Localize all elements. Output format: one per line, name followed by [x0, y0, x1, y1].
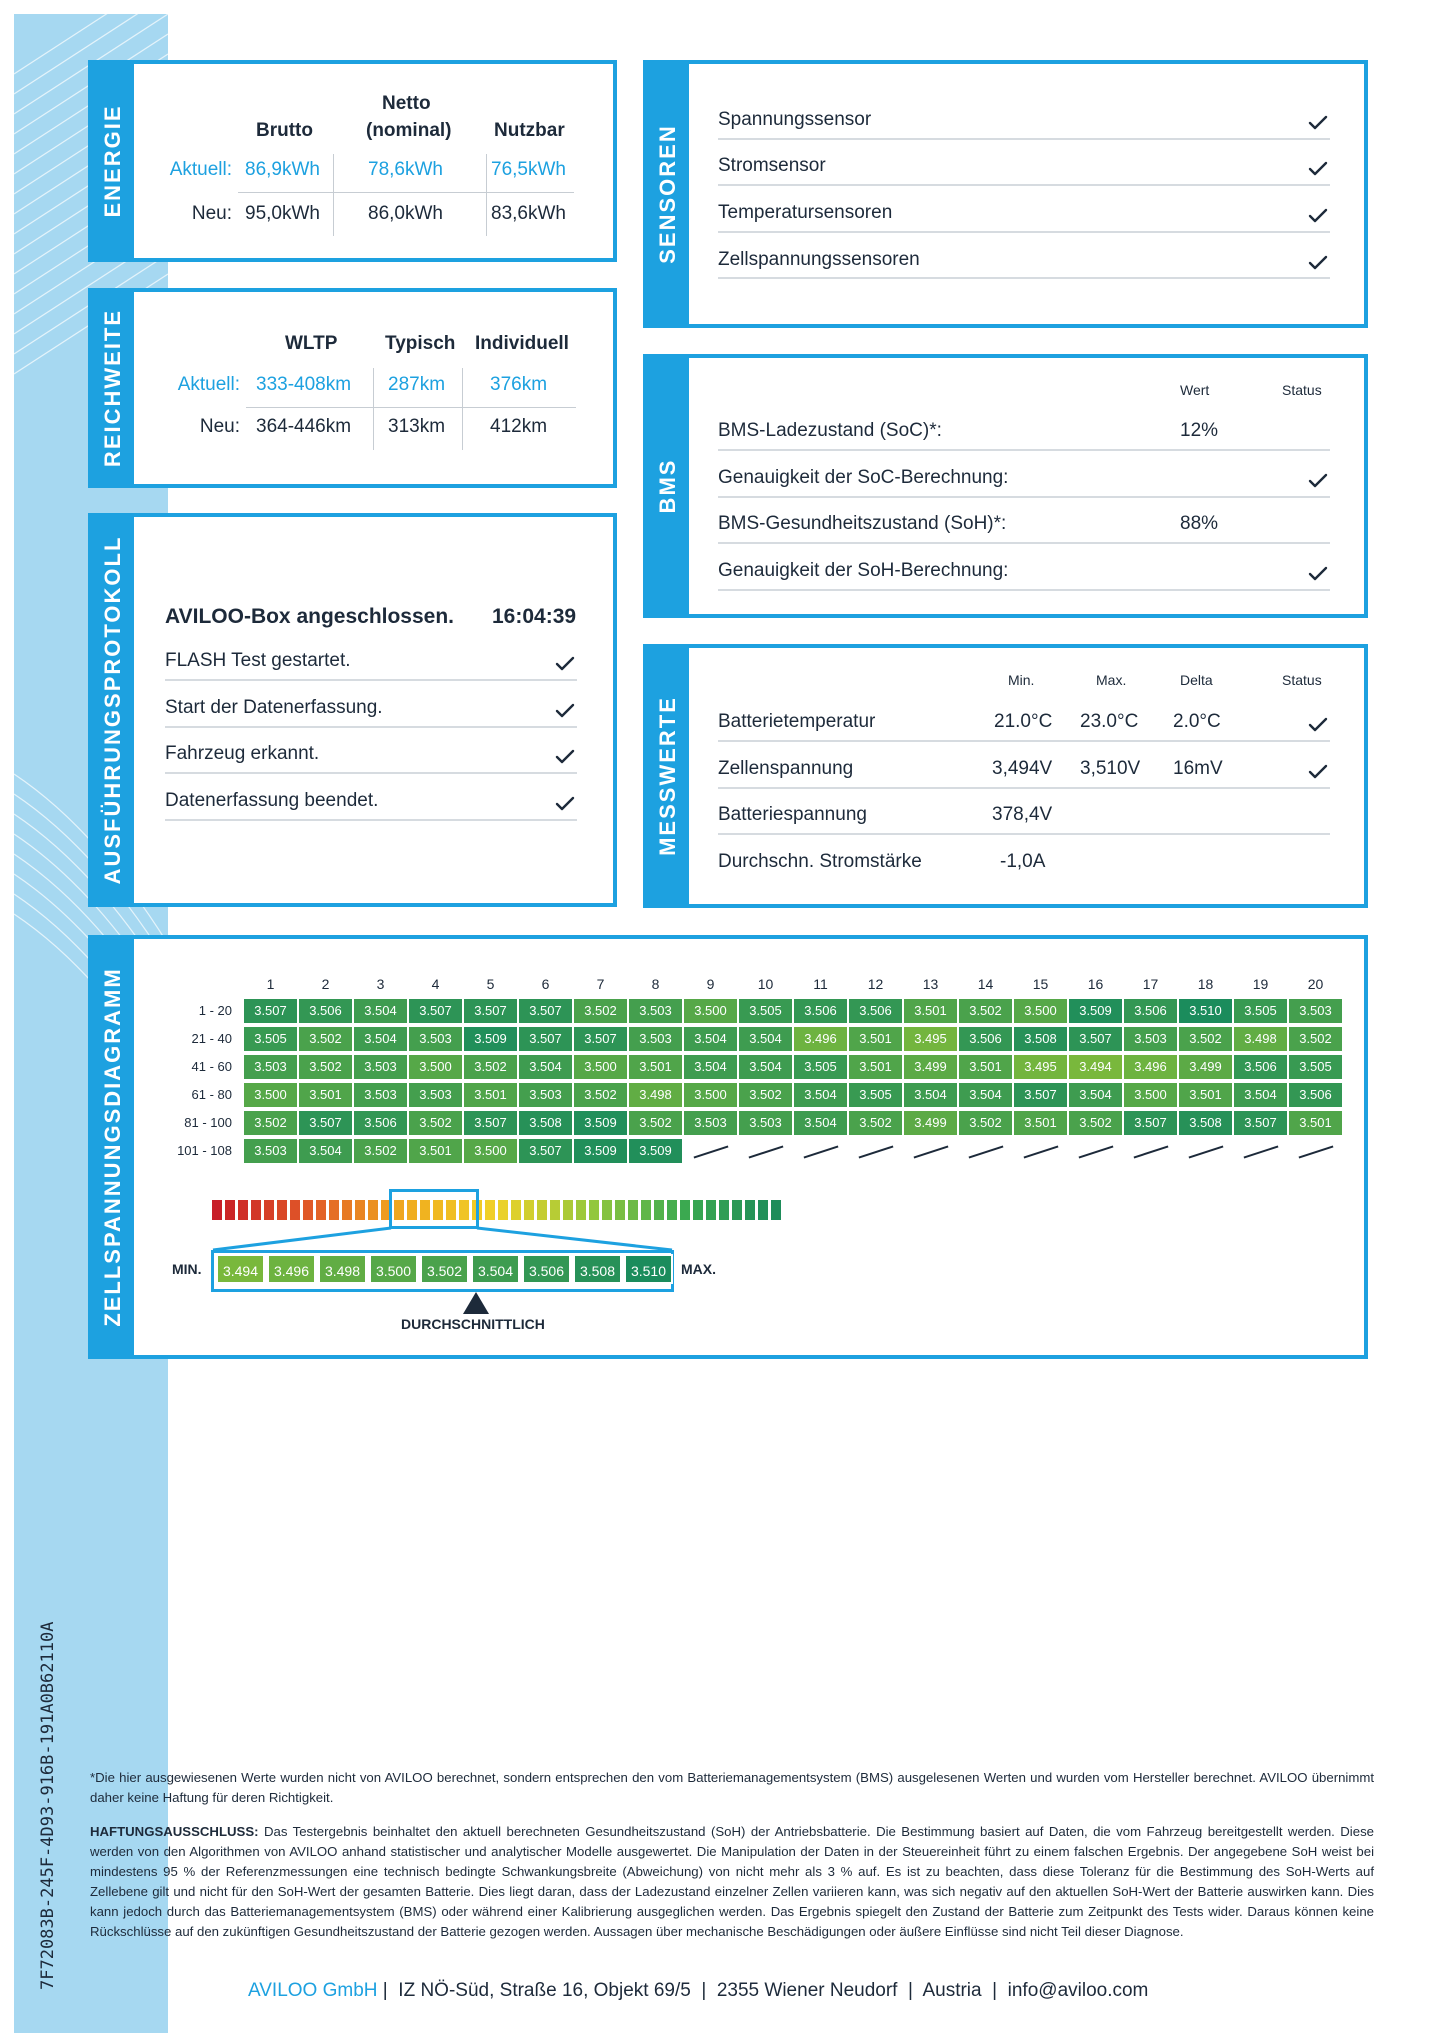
report-id: 7F72083B-245F-4D93-916B-191A0B62110A — [38, 1621, 58, 1990]
sensors-panel — [643, 60, 1368, 328]
cell-voltage: 3.509 — [629, 1139, 682, 1163]
energy-cell: 76,5kWh — [491, 159, 566, 180]
check-icon — [1308, 255, 1328, 271]
measure-header-max: Max. — [1096, 672, 1127, 688]
bms-label: Genauigkeit der SoH-Berechnung: — [718, 560, 1009, 581]
color-scale-segment — [771, 1200, 781, 1220]
scale-value: 3.496 — [267, 1254, 316, 1284]
cell-voltage: 3.504 — [354, 999, 407, 1023]
range-row-label: Neu: — [199, 416, 240, 437]
measure-header-delta: Delta — [1180, 672, 1213, 688]
average-label: DURCHSCHNITTLICH — [401, 1316, 545, 1332]
range-header-wltp: WLTP — [285, 333, 338, 354]
cell-column-number: 7 — [596, 976, 605, 992]
cell-voltage: 3.503 — [409, 1083, 462, 1107]
cell-voltage: 3.502 — [299, 1027, 352, 1051]
cell-voltage: 3.498 — [1234, 1027, 1287, 1051]
scale-value: 3.500 — [369, 1254, 418, 1284]
bms-value: 88% — [1180, 513, 1219, 534]
cell-column-number: 9 — [706, 976, 715, 992]
cell-voltage: 3.502 — [464, 1055, 517, 1079]
cell-voltage: 3.503 — [244, 1139, 297, 1163]
cell-voltage: 3.500 — [574, 1055, 627, 1079]
color-scale-segment — [342, 1200, 352, 1220]
sensors-tab — [647, 64, 689, 324]
cell-column-number: 6 — [541, 976, 550, 992]
cell-column-number: 4 — [431, 976, 440, 992]
bms-header-status: Status — [1282, 382, 1322, 398]
cell-voltage: 3.499 — [904, 1055, 957, 1079]
cell-voltage: 3.501 — [464, 1083, 517, 1107]
cell-voltage: 3.502 — [1069, 1111, 1122, 1135]
check-icon — [1308, 717, 1328, 733]
cell-column-number: 18 — [1197, 976, 1214, 992]
cell-voltage: 3.507 — [574, 1027, 627, 1051]
cell-voltage: 3.501 — [629, 1055, 682, 1079]
cell-row-label: 61 - 80 — [191, 1087, 232, 1102]
cell-voltage: 3.504 — [904, 1083, 957, 1107]
cell-voltage: 3.504 — [739, 1055, 792, 1079]
cell-voltage: 3.507 — [1014, 1083, 1067, 1107]
check-icon — [555, 796, 575, 812]
cell-voltage: 3.509 — [574, 1139, 627, 1163]
measure-label: Batterietemperatur — [718, 711, 876, 732]
scale-min-label: MIN. — [172, 1261, 202, 1277]
cell-voltage: 3.502 — [409, 1111, 462, 1135]
color-scale-segment — [706, 1200, 716, 1220]
cell-voltage: 3.509 — [574, 1111, 627, 1135]
color-scale-segment — [329, 1200, 339, 1220]
check-icon — [1308, 473, 1328, 489]
energy-row-label: Neu: — [191, 203, 232, 224]
cell-voltage: 3.508 — [1179, 1111, 1232, 1135]
cell-voltage: 3.498 — [629, 1083, 682, 1107]
cell-voltage: 3.506 — [1289, 1083, 1342, 1107]
color-scale-segment — [277, 1200, 287, 1220]
cell-voltage: 3.500 — [244, 1083, 297, 1107]
color-scale-segment — [368, 1200, 378, 1220]
measure-label: Durchschn. Stromstärke — [718, 851, 922, 872]
range-tab-label: REICHWEITE — [100, 308, 125, 468]
cell-voltage: 3.505 — [244, 1027, 297, 1051]
cell-voltage: 3.504 — [794, 1083, 847, 1107]
cell-column-number: 11 — [813, 976, 828, 992]
cell-voltage: 3.502 — [1179, 1027, 1232, 1051]
cell-voltage: 3.502 — [244, 1111, 297, 1135]
energy-tab-label: ENERGIE — [100, 104, 125, 218]
cell-voltage: 3.503 — [739, 1111, 792, 1135]
protocol-item: Datenerfassung beendet. — [165, 790, 379, 811]
check-icon — [1308, 115, 1328, 131]
protocol-title: AVILOO-Box angeschlossen. — [165, 605, 455, 628]
range-tab — [92, 292, 134, 484]
sensor-item: Zellspannungssensoren — [718, 249, 920, 270]
cell-voltage: 3.508 — [1014, 1027, 1067, 1051]
cell-voltage: 3.502 — [629, 1111, 682, 1135]
cell-voltage: 3.505 — [1289, 1055, 1342, 1079]
cell-voltage: 3.502 — [354, 1139, 407, 1163]
cell-voltage: 3.502 — [299, 1055, 352, 1079]
cell-voltage: 3.495 — [904, 1027, 957, 1051]
range-cell: 376km — [490, 374, 548, 395]
measure-tab-label: MESSWERTE — [655, 696, 680, 856]
energy-cell: 86,9kWh — [245, 159, 320, 180]
cells-tab-label: ZELLSPANNUNGSDIAGRAMM — [100, 967, 125, 1327]
scale-value: 3.506 — [522, 1254, 571, 1284]
cell-voltage: 3.504 — [684, 1027, 737, 1051]
check-icon — [1308, 161, 1328, 177]
measure-min: -1,0A — [1000, 851, 1046, 872]
scale-value: 3.494 — [216, 1254, 265, 1284]
cell-voltage: 3.507 — [464, 999, 517, 1023]
color-scale-segment — [628, 1200, 638, 1220]
measure-min: 378,4V — [992, 804, 1053, 825]
cell-voltage: 3.501 — [299, 1083, 352, 1107]
color-scale-segment — [667, 1200, 677, 1220]
cell-column-number: 5 — [486, 976, 495, 992]
cell-row-label: 101 - 108 — [177, 1143, 232, 1158]
cell-column-number: 12 — [867, 976, 884, 992]
color-scale-segment — [316, 1200, 326, 1220]
measure-delta: 16mV — [1173, 758, 1223, 779]
cell-voltage: 3.499 — [904, 1111, 957, 1135]
bms-tab — [647, 358, 689, 614]
disclaimer — [90, 1822, 1374, 1942]
average-marker-icon — [463, 1292, 489, 1314]
color-scale-segment — [732, 1200, 742, 1220]
energy-header-netto: Netto — [382, 93, 431, 114]
color-scale-segment — [303, 1200, 313, 1220]
cell-voltage: 3.507 — [244, 999, 297, 1023]
color-scale-segment — [615, 1200, 625, 1220]
check-icon — [1308, 208, 1328, 224]
cell-column-number: 1 — [266, 976, 275, 992]
cell-voltage: 3.503 — [629, 999, 682, 1023]
check-icon — [1308, 764, 1328, 780]
cell-voltage: 3.504 — [299, 1139, 352, 1163]
range-cell: 412km — [490, 416, 548, 437]
cell-column-number: 19 — [1252, 976, 1269, 992]
protocol-item: Start der Datenerfassung. — [165, 697, 383, 718]
cell-voltage: 3.505 — [849, 1083, 902, 1107]
scale-value: 3.510 — [624, 1254, 673, 1284]
check-icon — [1308, 566, 1328, 582]
bms-header-wert: Wert — [1180, 382, 1210, 398]
footnote: *Die hier ausgewiesenen Werte wurden nicht von AVILOO berechnet, sondern entsprechen den vom Batteriemanagementsystem (BMS) ausgelesenen Werten und wurden vom Hersteller berechnet. AVILOO übernimmt daher keine Haftung für deren Richtigkeit. — [90, 1770, 1374, 1805]
cell-voltage: 3.506 — [849, 999, 902, 1023]
color-scale-segment — [758, 1200, 768, 1220]
range-cell: 313km — [388, 416, 446, 437]
cell-voltage: 3.502 — [959, 1111, 1012, 1135]
cell-voltage: 3.507 — [409, 999, 462, 1023]
protocol-item: FLASH Test gestartet. — [165, 650, 351, 671]
cell-column-number: 20 — [1307, 976, 1324, 992]
cell-voltage: 3.507 — [519, 1027, 572, 1051]
sensors-tab-label: SENSOREN — [655, 124, 680, 264]
bms-value: 12% — [1180, 420, 1219, 441]
cell-voltage: 3.501 — [849, 1027, 902, 1051]
color-scale-segment — [719, 1200, 729, 1220]
cell-voltage: 3.507 — [1124, 1111, 1177, 1135]
cell-voltage: 3.501 — [1289, 1111, 1342, 1135]
measure-label: Zellenspannung — [718, 758, 854, 779]
energy-cell: 95,0kWh — [245, 203, 320, 224]
sensor-item: Stromsensor — [718, 155, 826, 176]
cell-voltage: 3.504 — [684, 1055, 737, 1079]
company-address: | IZ NÖ-Süd, Straße 16, Objekt 69/5 | 2355 Wiener Neudorf | Austria | info@aviloo.com — [382, 1980, 1149, 2001]
cell-row-label: 1 - 20 — [198, 1003, 232, 1018]
cell-voltage: 3.502 — [849, 1111, 902, 1135]
color-scale-segment — [238, 1200, 248, 1220]
cell-column-number: 15 — [1032, 976, 1049, 992]
cell-voltage: 3.503 — [354, 1083, 407, 1107]
cell-voltage: 3.501 — [849, 1055, 902, 1079]
cell-voltage: 3.502 — [574, 1083, 627, 1107]
cell-voltage: 3.502 — [574, 999, 627, 1023]
cell-voltage: 3.507 — [1234, 1111, 1287, 1135]
cell-voltage: 3.500 — [1014, 999, 1067, 1023]
energy-cell: 86,0kWh — [368, 203, 443, 224]
color-scale-segment — [537, 1200, 547, 1220]
cell-voltage: 3.503 — [629, 1027, 682, 1051]
color-scale-segment — [355, 1200, 365, 1220]
cell-voltage: 3.503 — [1124, 1027, 1177, 1051]
cell-column-number: 16 — [1087, 976, 1104, 992]
color-scale-segment — [524, 1200, 534, 1220]
color-scale-segment — [251, 1200, 261, 1220]
cell-voltage: 3.494 — [1069, 1055, 1122, 1079]
cell-voltage: 3.503 — [684, 1111, 737, 1135]
sensor-item: Spannungssensor — [718, 109, 872, 130]
cell-voltage: 3.506 — [959, 1027, 1012, 1051]
color-scale-segment — [589, 1200, 599, 1220]
cell-voltage: 3.506 — [1234, 1055, 1287, 1079]
cell-voltage: 3.499 — [1179, 1055, 1232, 1079]
cell-voltage: 3.503 — [409, 1027, 462, 1051]
cell-column-number: 14 — [977, 976, 994, 992]
cell-voltage: 3.507 — [464, 1111, 517, 1135]
color-scale-segment — [550, 1200, 560, 1220]
energy-header-netto-nominal: (nominal) — [366, 120, 452, 141]
measure-tab — [647, 648, 689, 904]
color-scale-segment — [602, 1200, 612, 1220]
cell-row-label: 21 - 40 — [191, 1031, 232, 1046]
cell-voltage: 3.508 — [519, 1111, 572, 1135]
cell-voltage: 3.496 — [794, 1027, 847, 1051]
cell-voltage: 3.507 — [299, 1111, 352, 1135]
range-header-individuell: Individuell — [475, 333, 569, 354]
protocol-time: 16:04:39 — [492, 605, 577, 628]
cell-voltage: 3.504 — [959, 1083, 1012, 1107]
range-cell: 364-446km — [256, 416, 352, 437]
range-cell: 333-408km — [256, 374, 352, 395]
cell-voltage: 3.504 — [519, 1055, 572, 1079]
cell-row-label: 41 - 60 — [191, 1059, 232, 1074]
color-scale-segment — [745, 1200, 755, 1220]
cell-voltage: 3.506 — [794, 999, 847, 1023]
scale-value: 3.504 — [471, 1254, 520, 1284]
cell-column-number: 2 — [321, 976, 330, 992]
cells-tab — [92, 939, 134, 1355]
cell-column-number: 10 — [757, 976, 774, 992]
measure-max: 23.0°C — [1080, 711, 1139, 732]
cell-voltage: 3.500 — [684, 999, 737, 1023]
cell-voltage: 3.506 — [354, 1111, 407, 1135]
range-cell: 287km — [388, 374, 446, 395]
range-header-typisch: Typisch — [385, 333, 456, 354]
color-scale-segment — [576, 1200, 586, 1220]
range-row-label: Aktuell: — [177, 374, 240, 395]
cell-voltage: 3.496 — [1124, 1055, 1177, 1079]
check-icon — [555, 703, 575, 719]
protocol-item: Fahrzeug erkannt. — [165, 743, 320, 764]
cell-voltage: 3.507 — [519, 999, 572, 1023]
check-icon — [555, 749, 575, 765]
scale-value: 3.502 — [420, 1254, 469, 1284]
check-icon — [555, 656, 575, 672]
color-scale-segment — [680, 1200, 690, 1220]
cell-voltage: 3.509 — [464, 1027, 517, 1051]
cell-voltage: 3.504 — [354, 1027, 407, 1051]
measure-delta: 2.0°C — [1173, 711, 1221, 732]
cell-voltage: 3.501 — [904, 999, 957, 1023]
cell-voltage: 3.502 — [1289, 1027, 1342, 1051]
cell-voltage: 3.504 — [1234, 1083, 1287, 1107]
cell-voltage: 3.502 — [959, 999, 1012, 1023]
cell-column-number: 13 — [922, 976, 939, 992]
measure-header-status: Status — [1282, 672, 1322, 688]
company-line — [248, 1980, 1148, 2002]
disclaimer-text: Das Testergebnis beinhaltet den aktuell berechneten Gesundheitszustand (SoH) der Antriebsbatterie. Die Bestimmung basiert auf Daten, die vom Fahrzeug bereitgestellt werden. Diese werden von den Algorithmen von AVILOO anhand statistischer und analytischer Modelle ausgewertet. Die Manipulation der Daten in der Steuereinheit führt zu einem falschen Ergebnis. Der angegebene SoH weist bei mindestens 95 % der Referenzmessungen eine technisch bedingte Schwankungsbreite (Abweichung) von nicht mehr als 3 % auf. Es ist zu beachten, dass diese Toleranz für die Bestimmung des SoH-Werts auf Zellebene gilt und nicht für den SoH-Wert der gesamten Batterie. Dies liegt daran, dass der Ladezustand einzelner Zellen variieren kann, was sich negativ auf den aktuellen SoH-Wert der Batterie auswirken kann. Dies kann jedoch durch das Batteriemanagementsystem (BMS) oder während einer Kalibrierung ausgeglichen werden. Das Ergebnis spiegelt den Zustand der Batterie zum Zeitpunkt des Tests wider. Daraus können keine Rückschlüsse auf den zukünftigen Gesundheitszustand der Batterie gezogen werden. Aussagen über mechanische Beschädigungen oder äußere Einflüsse sind nicht Teil dieser Diagnose. — [90, 1824, 1374, 1939]
cell-column-number: 3 — [376, 976, 385, 992]
cell-voltage: 3.507 — [1069, 1027, 1122, 1051]
bms-label: BMS-Ladezustand (SoC)*: — [718, 420, 942, 441]
cell-voltage: 3.504 — [794, 1111, 847, 1135]
protocol-tab — [92, 517, 134, 903]
cell-voltage: 3.501 — [409, 1139, 462, 1163]
energy-row-label: Aktuell: — [169, 159, 232, 180]
bms-label: BMS-Gesundheitszustand (SoH)*: — [718, 513, 1007, 534]
energy-cell: 83,6kWh — [491, 203, 566, 224]
sensor-item: Temperatursensoren — [718, 202, 893, 223]
cell-voltage: 3.503 — [519, 1083, 572, 1107]
cell-column-number: 17 — [1142, 976, 1159, 992]
scale-value: 3.508 — [573, 1254, 622, 1284]
cell-column-number: 8 — [651, 976, 660, 992]
cell-voltage: 3.505 — [1234, 999, 1287, 1023]
cell-voltage: 3.502 — [739, 1083, 792, 1107]
cell-voltage: 3.501 — [959, 1055, 1012, 1079]
measure-min: 21.0°C — [994, 711, 1053, 732]
measure-label: Batteriespannung — [718, 804, 867, 825]
cell-voltage: 3.506 — [299, 999, 352, 1023]
color-scale-segment — [264, 1200, 274, 1220]
energy-cell: 78,6kWh — [368, 159, 443, 180]
cell-voltage: 3.504 — [1069, 1083, 1122, 1107]
color-scale-segment — [563, 1200, 573, 1220]
color-scale-segment — [212, 1200, 222, 1220]
bms-tab-label: BMS — [655, 458, 680, 514]
cell-voltage: 3.500 — [409, 1055, 462, 1079]
color-scale-segment — [290, 1200, 300, 1220]
cell-voltage: 3.505 — [739, 999, 792, 1023]
color-scale-segment — [498, 1200, 508, 1220]
measure-header-min: Min. — [1008, 672, 1035, 688]
scale-zoom-frame — [389, 1189, 479, 1229]
cell-voltage: 3.504 — [739, 1027, 792, 1051]
company-name: AVILOO GmbH — [248, 1980, 378, 2001]
cell-voltage: 3.500 — [684, 1083, 737, 1107]
cell-voltage: 3.495 — [1014, 1055, 1067, 1079]
cell-voltage: 3.507 — [519, 1139, 572, 1163]
color-scale-segment — [641, 1200, 651, 1220]
disclaimer-title: HAFTUNGSAUSSCHLUSS: — [90, 1824, 259, 1839]
cell-voltage: 3.501 — [1014, 1111, 1067, 1135]
color-scale-segment — [511, 1200, 521, 1220]
cell-voltage: 3.500 — [1124, 1083, 1177, 1107]
bms-label: Genauigkeit der SoC-Berechnung: — [718, 467, 1009, 488]
color-scale-segment — [225, 1200, 235, 1220]
cell-voltage: 3.503 — [1289, 999, 1342, 1023]
cell-voltage: 3.503 — [244, 1055, 297, 1079]
color-scale-segment — [485, 1200, 495, 1220]
color-scale-segment — [654, 1200, 664, 1220]
cell-voltage: 3.500 — [464, 1139, 517, 1163]
measure-min: 3,494V — [992, 758, 1053, 779]
energy-header-nutzbar: Nutzbar — [494, 120, 565, 141]
energy-tab — [92, 64, 134, 258]
scale-max-label: MAX. — [681, 1261, 716, 1277]
color-scale-segment — [693, 1200, 703, 1220]
measure-max: 3,510V — [1080, 758, 1141, 779]
cell-voltage: 3.503 — [354, 1055, 407, 1079]
cell-voltage: 3.510 — [1179, 999, 1232, 1023]
energy-header-brutto: Brutto — [256, 120, 313, 141]
cell-row-label: 81 - 100 — [184, 1115, 232, 1130]
cell-voltage: 3.505 — [794, 1055, 847, 1079]
cell-voltage: 3.506 — [1124, 999, 1177, 1023]
scale-value: 3.498 — [318, 1254, 367, 1284]
protocol-tab-label: AUSFÜHRUNGSPROTOKOLL — [100, 535, 125, 885]
cell-voltage: 3.509 — [1069, 999, 1122, 1023]
cell-voltage: 3.501 — [1179, 1083, 1232, 1107]
